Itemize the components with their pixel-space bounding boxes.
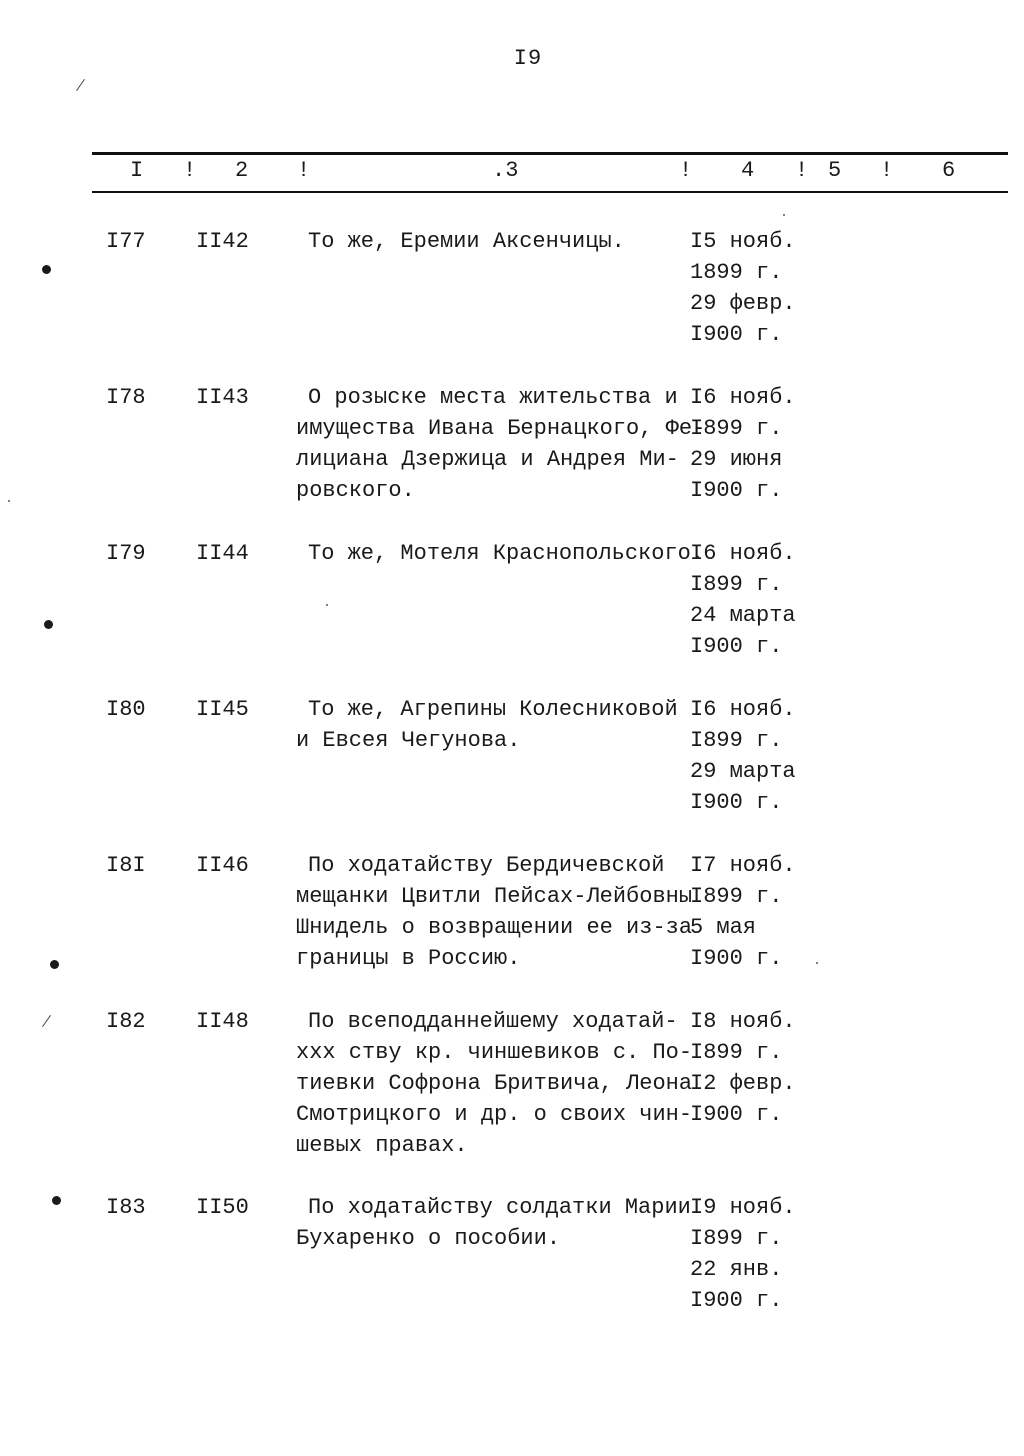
scan-speck xyxy=(42,1015,51,1027)
case-title-line: мещанки Цвитли Пейсах-Лейбовны xyxy=(296,884,693,909)
table-header-rule xyxy=(92,191,1008,193)
header-separator: ! xyxy=(679,158,693,183)
date-line: I6 нояб. xyxy=(690,385,796,410)
binder-hole-mark xyxy=(42,265,51,274)
case-title xyxy=(296,1006,692,1161)
date-range xyxy=(690,850,796,974)
date-range xyxy=(690,1192,796,1316)
scan-speck xyxy=(8,500,10,502)
date-line: I6 нояб. xyxy=(690,697,796,722)
date-line: I899 г. xyxy=(690,416,783,441)
date-line: I900 г. xyxy=(690,322,783,347)
header-separator: ! xyxy=(183,158,197,183)
case-title xyxy=(296,850,692,974)
case-title-line: тиевки Софрона Бритвича, Леона xyxy=(296,1071,693,1096)
header-col-1: I xyxy=(130,158,144,183)
date-line: 29 марта xyxy=(690,759,796,784)
date-range xyxy=(690,538,796,662)
header-separator: ! xyxy=(297,158,311,183)
case-title xyxy=(296,538,705,569)
file-number: II43 xyxy=(196,385,249,410)
page-number: I9 xyxy=(513,46,543,71)
file-number: II48 xyxy=(196,1009,249,1034)
date-line: 24 марта xyxy=(690,603,796,628)
case-title xyxy=(296,1192,692,1254)
date-line: 29 июня xyxy=(690,447,783,472)
case-title-line: ххх ству кр. чиншевиков с. По- xyxy=(296,1040,693,1065)
header-col-6: 6 xyxy=(942,158,956,183)
date-line: I6 нояб. xyxy=(690,541,796,566)
date-range xyxy=(690,226,796,350)
header-col-5: 5 xyxy=(828,158,842,183)
case-title-line: О розыске места жительства и xyxy=(308,385,678,410)
header-col-4: 4 xyxy=(741,158,755,183)
file-number: II44 xyxy=(196,541,249,566)
date-line: 1899 г. xyxy=(690,260,783,285)
case-title-line: Смотрицкого и др. о своих чин- xyxy=(296,1102,693,1127)
date-line: 22 янв. xyxy=(690,1257,783,1282)
scan-speck xyxy=(783,214,785,216)
date-line: I899 г. xyxy=(690,1040,783,1065)
date-range xyxy=(690,382,796,506)
case-title-line: По всеподданнейшему ходатай- xyxy=(308,1009,678,1034)
date-line: I900 г. xyxy=(690,634,783,659)
date-line: I900 г. xyxy=(690,1102,783,1127)
file-number: II50 xyxy=(196,1195,249,1220)
date-line: 5 мая xyxy=(690,915,757,940)
case-title-line: лициана Дзержица и Андрея Ми- xyxy=(296,447,679,472)
case-title-line: и Евсея Чегунова. xyxy=(296,728,521,753)
date-line: I7 нояб. xyxy=(690,853,796,878)
case-title-line: ровского. xyxy=(296,478,415,503)
case-title-line: имущества Ивана Бернацкого, Фе- xyxy=(296,416,706,441)
case-title-line: То же, Агрепины Колесниковой xyxy=(308,697,678,722)
header-separator: ! xyxy=(880,158,894,183)
file-number: II45 xyxy=(196,697,249,722)
case-title-line: То же, Еремии Аксенчицы. xyxy=(308,229,625,254)
record-number: I80 xyxy=(106,697,146,722)
header-col-3: .3 xyxy=(492,158,519,183)
case-title xyxy=(296,382,706,506)
case-title-line: шевых правах. xyxy=(296,1133,468,1158)
date-line: 29 февр. xyxy=(690,291,796,316)
column-header-row xyxy=(0,158,1024,186)
scan-speck xyxy=(326,604,328,606)
case-title xyxy=(296,694,692,756)
date-line: I5 нояб. xyxy=(690,229,796,254)
case-title xyxy=(296,226,692,257)
date-range xyxy=(690,1006,796,1130)
date-line: I900 г. xyxy=(690,790,783,815)
date-line: I899 г. xyxy=(690,884,783,909)
case-title-line: По ходатайству солдатки Марии xyxy=(308,1195,691,1220)
scan-speck xyxy=(816,962,818,964)
case-title-line: По ходатайству Бердичевской xyxy=(308,853,665,878)
date-range xyxy=(690,694,796,818)
binder-hole-mark xyxy=(52,1196,61,1205)
table-top-rule xyxy=(92,152,1008,155)
date-line: I2 февр. xyxy=(690,1071,796,1096)
record-number: I82 xyxy=(106,1009,146,1034)
date-line: I900 г. xyxy=(690,478,783,503)
header-separator: ! xyxy=(795,158,809,183)
file-number: II42 xyxy=(196,229,249,254)
record-number: I79 xyxy=(106,541,146,566)
date-line: I900 г. xyxy=(690,1288,783,1313)
case-title-line: То же, Мотеля Краснопольского. xyxy=(308,541,705,566)
case-title-line: Бухаренко о пособии. xyxy=(296,1226,561,1251)
scan-speck xyxy=(76,79,85,91)
record-number: I78 xyxy=(106,385,146,410)
date-line: I899 г. xyxy=(690,572,783,597)
date-line: I9 нояб. xyxy=(690,1195,796,1220)
date-line: I899 г. xyxy=(690,728,783,753)
date-line: I899 г. xyxy=(690,1226,783,1251)
record-number: I8I xyxy=(106,853,146,878)
record-number: I77 xyxy=(106,229,146,254)
date-line: I8 нояб. xyxy=(690,1009,796,1034)
date-line: I900 г. xyxy=(690,946,783,971)
record-number: I83 xyxy=(106,1195,146,1220)
binder-hole-mark xyxy=(50,960,59,969)
case-title-line: Шнидель о возвращении ее из-за xyxy=(296,915,693,940)
header-col-2: 2 xyxy=(235,158,249,183)
binder-hole-mark xyxy=(44,620,53,629)
case-title-line: границы в Россию. xyxy=(296,946,521,971)
file-number: II46 xyxy=(196,853,249,878)
